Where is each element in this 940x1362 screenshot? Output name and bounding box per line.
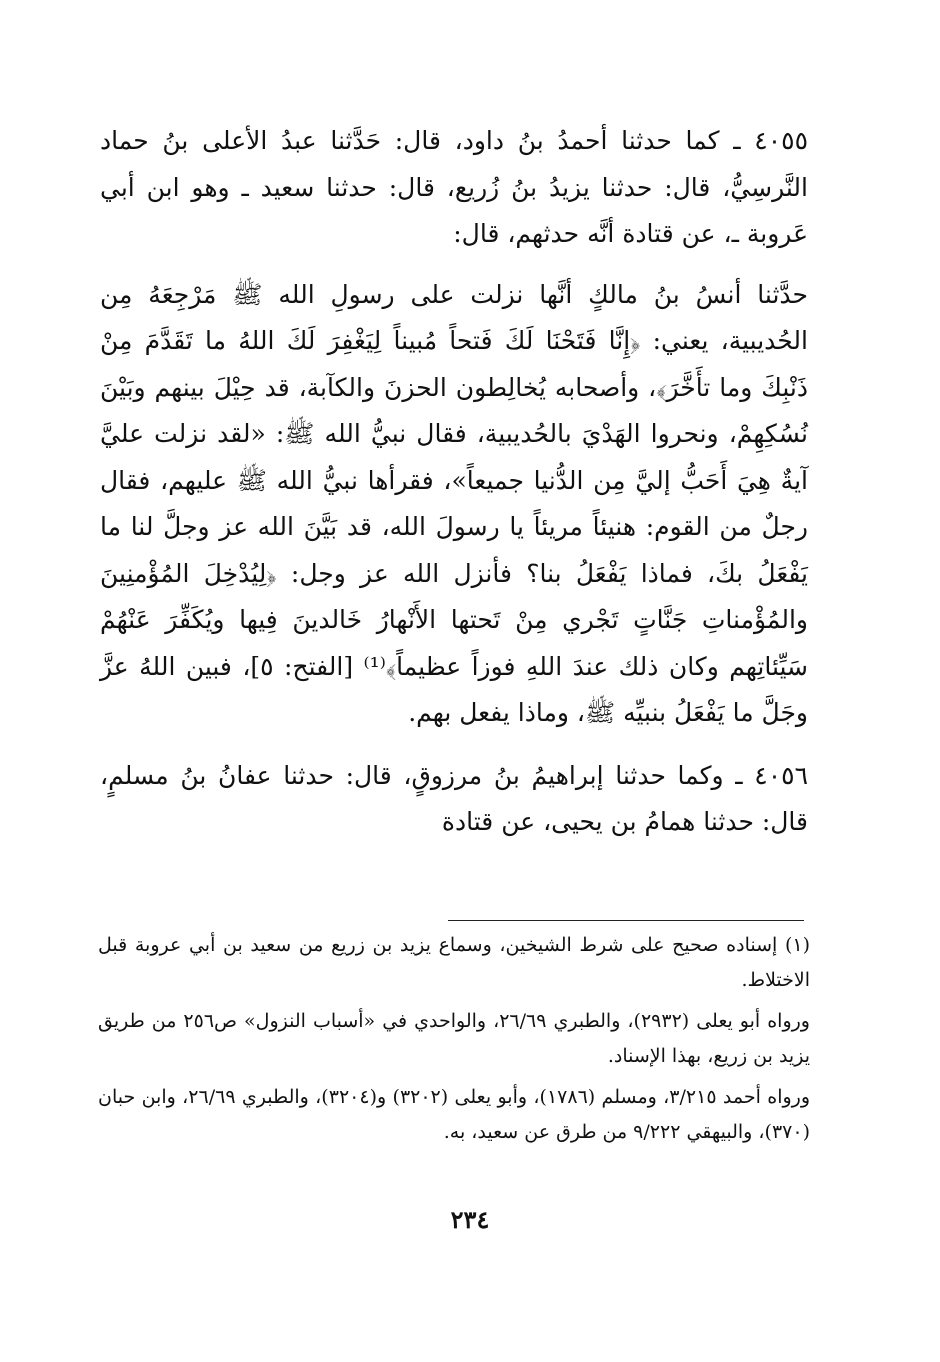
hadith-4056-chain: ٤٠٥٦ ـ وكما حدثنا إبراهيمُ بنُ مرزوقٍ، قال: حدثنا عفانُ بنُ مسلمٍ، قال: حدثنا همامُ بن يحيى، عن قتادة [100, 760, 808, 836]
paragraph-spacer [100, 258, 808, 272]
hadith-4055-body: حدَّثنا أنسُ بنُ مالكٍ أنَّها نزلت على رسولِ الله ﷺ مَرْجِعَهُ مِن الحُديبية، يعني: ﴿إِنَّا فَتَحْنَا لَكَ فَتحاً مُبيناً لِيَغْفِرَ لَكَ اللهُ ما تَقَدَّمَ مِنْ ذَنْبِكَ وما تأَخَّرَ﴾، وأصحابه يُخالِطون الحزنَ والكآبة، قد حِيْلَ بينهم وبَيْنَ نُسُكِهِمْ، ونحروا الهَدْيَ بالحُديبية، فقال نبيُّ الله ﷺ: «لقد نزلت عليَّ آيةٌ هِيَ أَحَبُّ إليَّ مِن الدُّنيا جميعاً»، فقرأها نبيُّ الله ﷺ عليهم، فقال رجلٌ من القوم: هنيئاً مريئاً يا رسولَ الله، قد بَيَّنَ الله عز وجلَّ لنا ما يَفْعَلُ بكَ، فماذا يَفْعَلُ بنا؟ فأنزل الله عز وجل: ﴿لِيُدْخِلَ المُؤْمنِينَ والمُؤْمناتِ جَنَّاتٍ تَجْري مِنْ تَحتها الأَنْهارُ خَالدينَ فِيها ويُكَفِّرَ عَنْهُمْ سَيِّئاتِهم وكان ذلك عندَ اللهِ فوزاً عظيماً﴾⁽¹⁾ [الفتح: ٥]، فبين اللهُ عزَّ وجَلَّ ما يَفْعَلُ بنبيِّه ﷺ، وماذا يفعل بهم. [100, 279, 808, 727]
page-number: ٢٣٤ [450, 1205, 490, 1234]
hadith-4055-chain: ٤٠٥٥ ـ كما حدثنا أحمدُ بنُ داود، قال: حَدَّثنا عبدُ الأعلى بنُ حماد النَّرسِيُّ، قال: حدثنا يزيدُ بنُ زُريع، قال: حدثنا سعيد ـ وهو ابن أبي عَروبة ـ، عن قتادة أنَّه حدثهم، قال: [100, 126, 808, 248]
main-text [100, 118, 808, 846]
footnote-1-continued: ورواه أبو يعلى (٢٩٣٢)، والطبري ٢٦/٦٩، والواحدي في «أسباب النزول» ص٢٥٦ من طريق يزيد بن زريع، بهذا الإسناد. [98, 1010, 810, 1067]
footnote-1-continued-2: ورواه أحمد ٣/٢١٥، ومسلم (١٧٨٦)، وأبو يعلى (٣٢٠٢) و(٣٢٠٤)، والطبري ٢٦/٦٩، وابن حبان (٣٧٠)، والبيهقي ٩/٢٢٢ من طرق عن سعيد، به. [98, 1086, 810, 1143]
paragraph-spacer [100, 737, 808, 753]
footnote-divider [448, 920, 804, 921]
footnotes [98, 928, 810, 1156]
footnote-1: (١) إسناده صحيح على شرط الشيخين، وسماع يزيد بن زريع من سعيد بن أبي عروبة قبل الاختلاط. [98, 934, 810, 991]
